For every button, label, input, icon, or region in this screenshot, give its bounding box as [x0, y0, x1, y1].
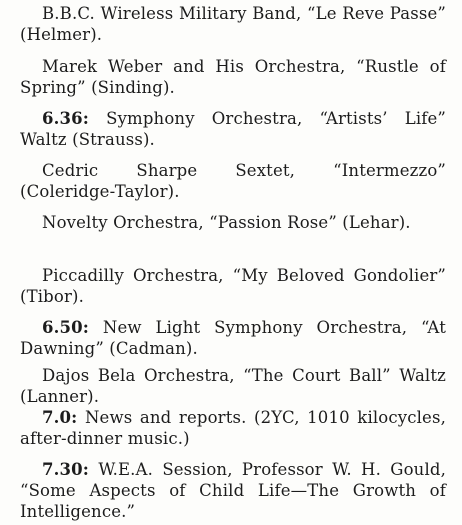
listing-time: 6.36: — [42, 109, 90, 128]
listing-text: News and reports. (2YC, 1010 kilocycles, after-dinner music.) — [20, 408, 446, 448]
listing-text: New Light Symphony Orchestra, “At Dawning” (Cadman). — [20, 318, 446, 358]
listing-item — [20, 265, 446, 307]
listing-item — [20, 108, 446, 150]
listing-item — [20, 459, 446, 522]
listing-item — [20, 407, 446, 449]
listing-item — [20, 56, 446, 98]
listing-text: Cedric Sharpe Sextet, “Intermezzo” (Coleridge-Taylor). — [20, 161, 446, 201]
listing-item — [20, 212, 446, 233]
listing-time: 6.50: — [42, 318, 90, 337]
listing-time: 7.0: — [42, 408, 78, 427]
listing-item — [20, 365, 446, 407]
listing-item — [20, 160, 446, 202]
listing-text: W.E.A. Session, Professor W. H. Gould, “Some Aspects of Child Life—The Growth of Intelligence.” — [20, 460, 446, 521]
listing-text: Piccadilly Orchestra, “My Beloved Gondolier” (Tibor). — [20, 266, 446, 306]
listing-item — [20, 3, 446, 45]
listing-text: B.B.C. Wireless Military Band, “Le Reve Passe” (Helmer). — [20, 4, 446, 44]
listing-text: Marek Weber and His Orchestra, “Rustle of Spring” (Sinding). — [20, 57, 446, 97]
listing-text: Symphony Orchestra, “Artists’ Life” Waltz (Strauss). — [20, 109, 446, 149]
listing-time: 7.30: — [42, 460, 90, 479]
listing-text: Novelty Orchestra, “Passion Rose” (Lehar). — [42, 213, 411, 232]
listing-text: Dajos Bela Orchestra, “The Court Ball” Waltz (Lanner). — [20, 366, 446, 406]
listing-item — [20, 317, 446, 359]
